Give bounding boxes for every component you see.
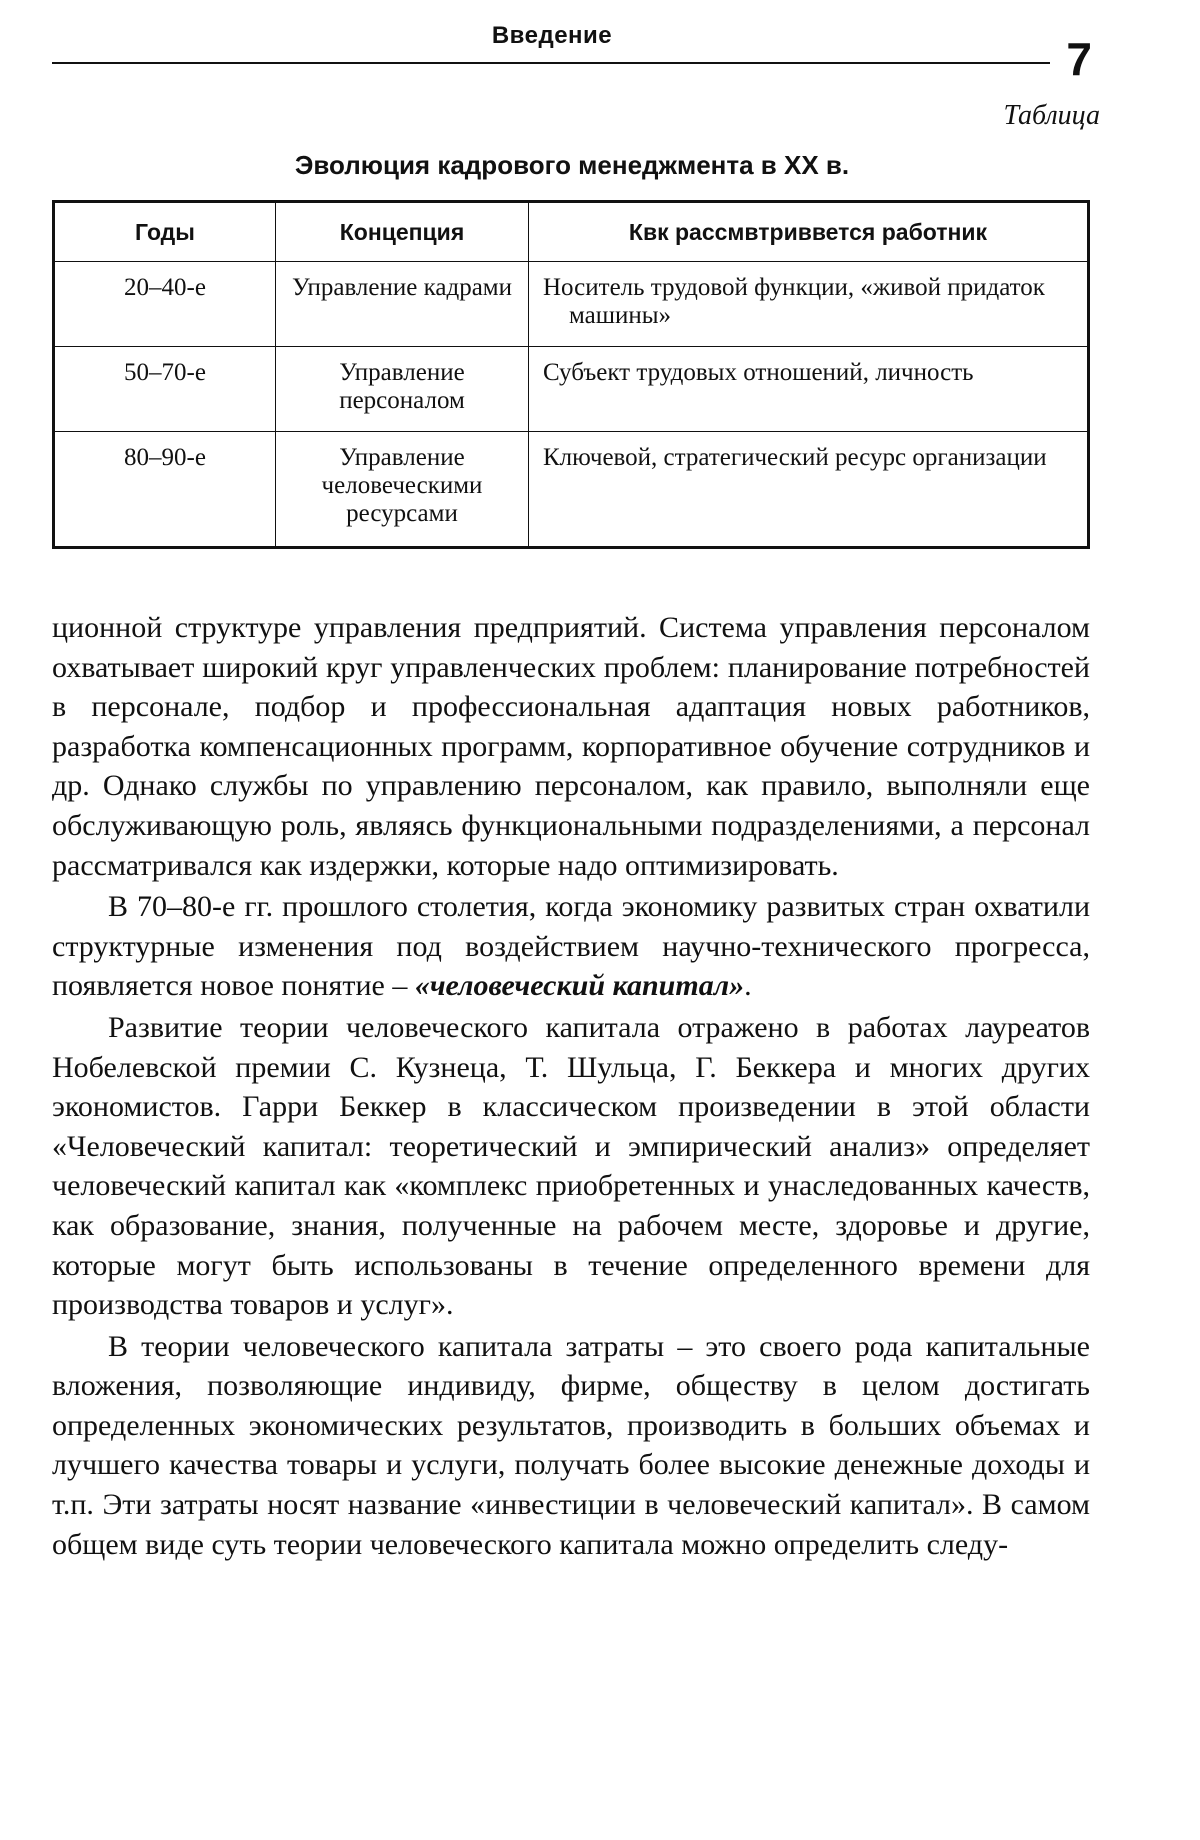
table-row bbox=[54, 432, 1089, 548]
running-title: Введение bbox=[491, 22, 613, 49]
paragraph-2-text: В 70–80-е гг. прошлого столетия, когда экономику развитых стран охватили структурные изменения под воздействием научно-технического прогресса, появляется новое понятие – bbox=[52, 890, 1090, 1003]
page-number: 7 bbox=[1066, 33, 1092, 85]
paragraph-2 bbox=[52, 887, 1090, 1006]
table-row bbox=[54, 262, 1089, 347]
cell-years: 50–70-е bbox=[54, 347, 276, 432]
cell-worker-text: Субъект трудовых отношений, личность bbox=[543, 359, 974, 386]
cell-worker bbox=[529, 347, 1089, 432]
cell-years: 20–40-е bbox=[54, 262, 276, 347]
paragraph-2-end: . bbox=[744, 969, 752, 1003]
table-header-row bbox=[54, 202, 1089, 262]
running-header bbox=[52, 22, 1092, 85]
table-title: Эволюция кадрового менеджмента в XX в. bbox=[294, 150, 850, 180]
cell-worker bbox=[529, 432, 1089, 548]
body-text bbox=[52, 608, 1090, 1564]
column-header-worker: Квк рассмвтриввется работник bbox=[529, 202, 1089, 262]
evolution-table bbox=[52, 200, 1090, 549]
header-rule bbox=[52, 62, 1050, 64]
table-row bbox=[54, 347, 1089, 432]
cell-concept: Управление персоналом bbox=[276, 347, 529, 432]
paragraph-3: Развитие теории человеческого капитала отражено в работах лауреатов Нобелевской премии С. Кузнеца, Т. Шульца, Г. Беккера и многих других экономистов. Гарри Беккер в классическом произведении в этой области «Человеческий капитал: теоретический и эмпирический анализ» определяет человеческий капитал как «комплекс приобретенных и унаследованных качеств, как образование, знания, полученные на рабочем месте, здоровье и другие, которые могут быть использованы в течение определенного времени для производства товаров и услуг». bbox=[52, 1010, 1090, 1322]
table-label: Таблица bbox=[1003, 100, 1100, 131]
cell-worker bbox=[529, 262, 1089, 347]
column-header-concept: Концепция bbox=[276, 202, 529, 262]
cell-concept: Управление человеческими ресурсами bbox=[276, 432, 529, 548]
cell-years: 80–90-е bbox=[54, 432, 276, 548]
paragraph-1: ционной структуре управления предприятий. Система управления персоналом охватывает широкий круг управленческих проблем: планирование потребностей в персонале, подбор и профессиональная адаптация новых работников, разработка компенсационных программ, корпоративное обучение сотрудников и др. Однако службы по управлению персоналом, как правило, выполняли еще обслуживающую роль, являясь функциональными подразделениями, а персонал рассматривался как издержки, которые надо оптимизировать. bbox=[52, 611, 1090, 882]
column-header-years: Годы bbox=[54, 202, 276, 262]
paragraph-4: В теории человеческого капитала затраты – это своего рода капитальные вложения, позволяющие индивиду, фирме, обществу в целом достигать определенных экономических результатов, производить в больших объемах и лучшего качества товары и услуги, получать более высокие денежные доходы и т.п. Эти затраты носят название «инвестиции в человеческий капитал». В самом общем виде суть теории человеческого капитала можно определить следу- bbox=[52, 1329, 1090, 1561]
cell-worker-text: Ключевой, стратегический ресурс организации bbox=[543, 444, 1047, 471]
term-human-capital: «человеческий капитал» bbox=[414, 969, 745, 1003]
cell-concept: Управление кадрами bbox=[276, 262, 529, 347]
cell-worker-text: Носитель трудовой функции, «живой придаток машины» bbox=[543, 274, 1045, 329]
